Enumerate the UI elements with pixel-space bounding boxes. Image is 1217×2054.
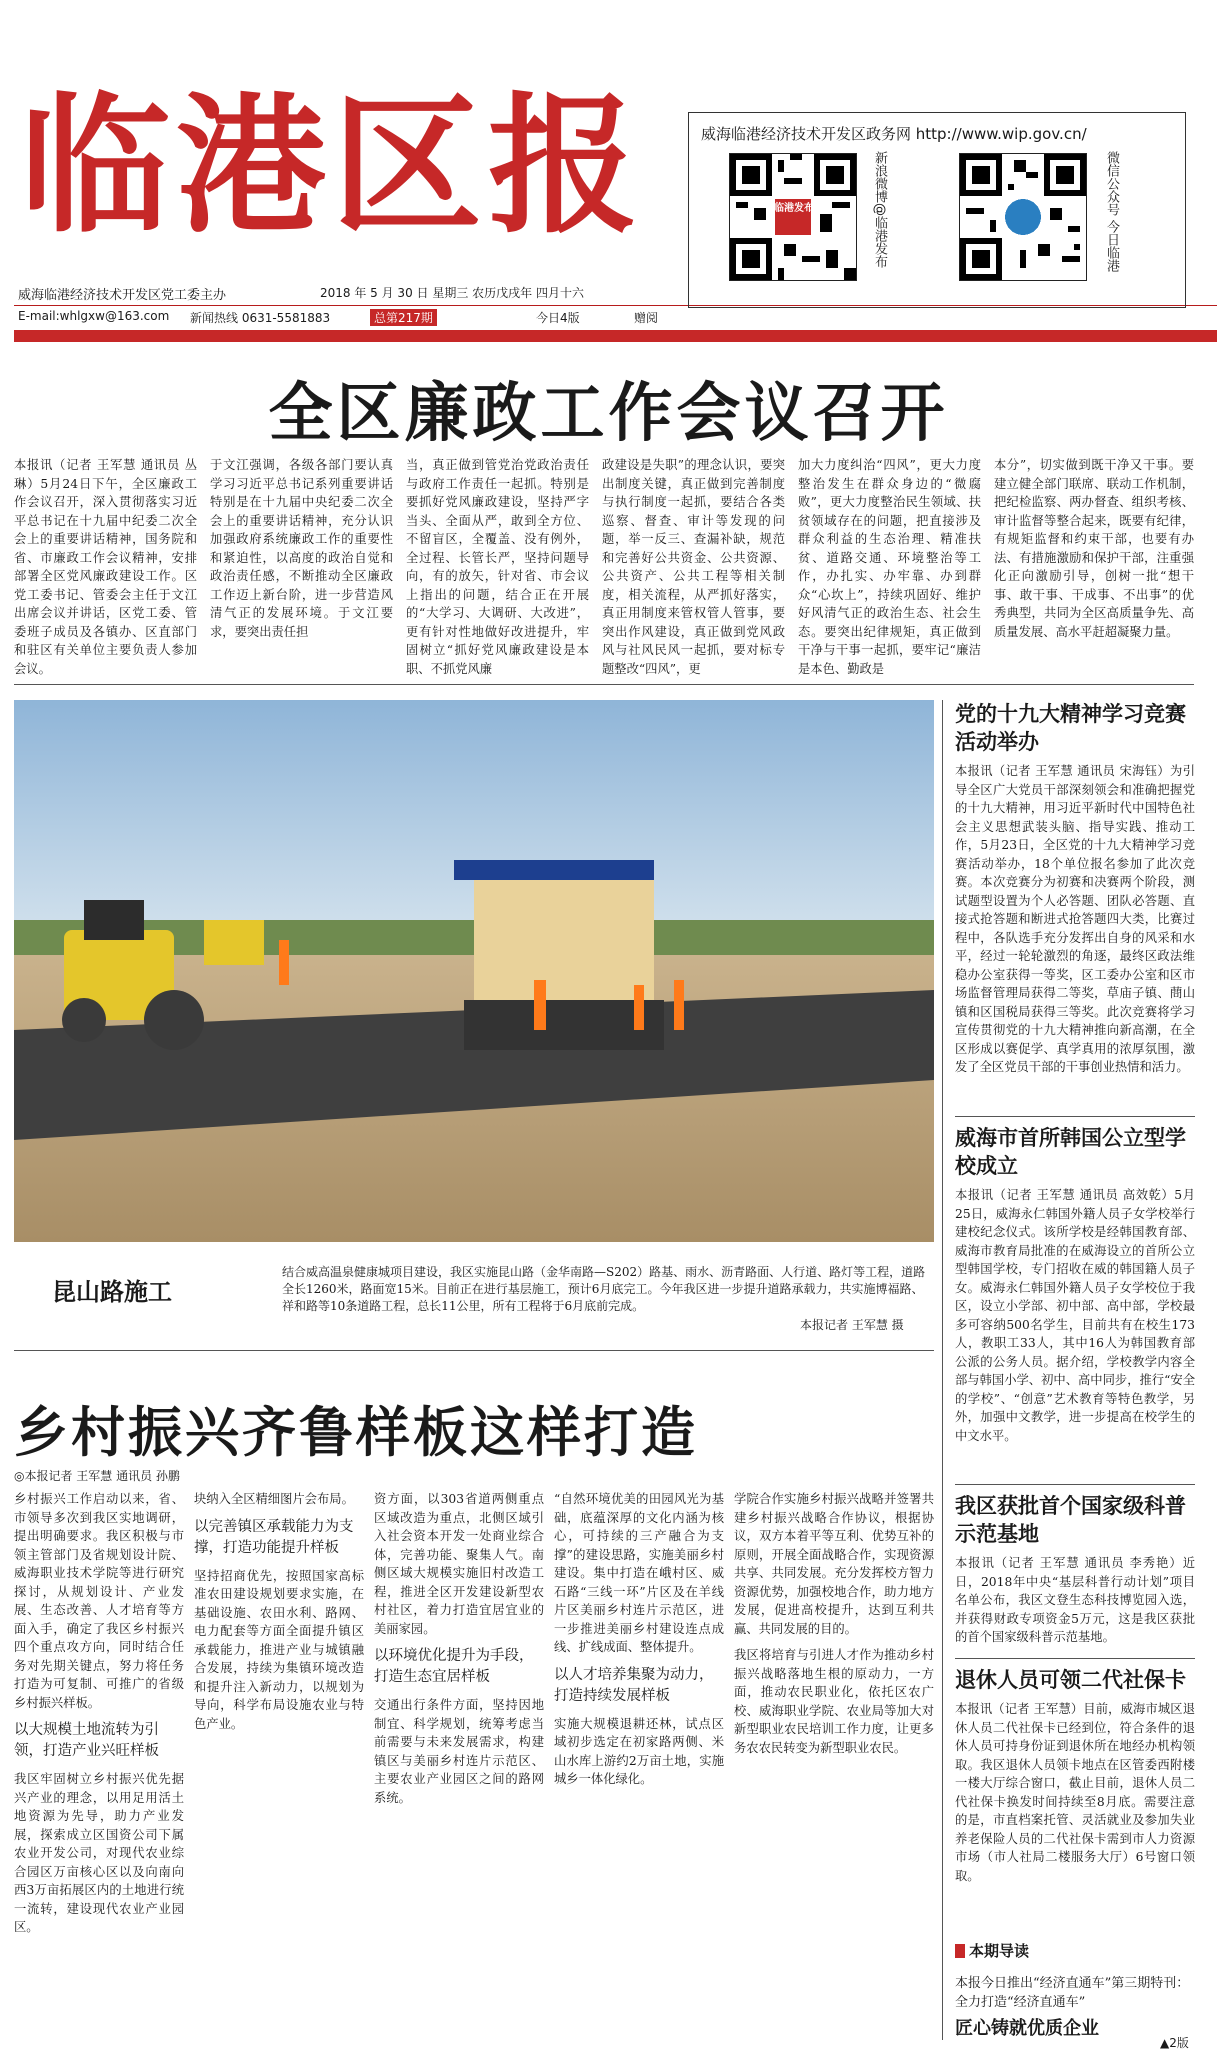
- col-subhead: 以大规模土地流转为引领，打造产业兴旺样板: [14, 1722, 159, 1759]
- masthead-title: [20, 78, 670, 254]
- page-jump[interactable]: ▲2版: [1160, 2036, 1189, 2050]
- qr-icon: [730, 154, 856, 280]
- guide-title[interactable]: 匠心铸就优质企业: [955, 2018, 1099, 2039]
- hotline-text: 新闻热线 0631-5581883: [190, 311, 331, 325]
- sidebar-body: 本报讯（记者 王军慧 通讯员 李秀艳）近日，2018年中央“基层科普行动计划”项目名单公布，我区文登生态科技博览园入选，并获得财政专项资金5万元，这是我区获批的首个国家级科普示范基地。: [955, 1556, 1195, 1644]
- qr-icon: [960, 154, 1086, 280]
- column-rule: [942, 700, 943, 2040]
- col-subhead: 以人才培养集聚为动力，打造持续发展样板: [554, 1666, 714, 1704]
- sidebar-divider: [955, 1116, 1195, 1117]
- masthead-calligraphy-logo: [20, 78, 670, 254]
- article1-col-5: 加大力度纠治“四风”，更大力度整治发生在群众身边的“微腐败”，更大力度整治民生领域、扶贫领域存在的问题，把直接涉及群众利益的生态治理、精准扶贫、道路交通、环境整治等工作，办扎实、办牢靠、办到群众“心坎上”，持续巩固好、维护好风清气正的政治生态、社会生态。要突出纪律规矩，真正做到干净与干事一起抓，要牢记“廉洁是本色、勤政是: [798, 458, 981, 676]
- qr-center-label: 临港发布: [774, 203, 814, 214]
- info-bar: [14, 305, 1217, 325]
- wechat-label: 微信公众号 今日临港: [1104, 151, 1119, 273]
- col-subhead: 以完善镇区承载能力为支撑，打造功能提升样板: [194, 1518, 354, 1556]
- svg-text:临港区报: 临港区报: [20, 78, 645, 254]
- sidebar-body: 本报讯（记者 王军慧 通讯员 宋海钰）为引导全区广大党员干部深刻领会和准确把握党的十九大精神，用习近平新时代中国特色社会主义思想武装头脑、指导实践、推动工作，5月23日，全区党的十九大精神学习竞赛活动举办，18个单位报名参加了此次竞赛。本次竞赛分为初赛和决赛两个阶段，测试题型设置为个人必答题、团队必答题、直接式抢答题和断进式抢答题四大类，比赛过程中，各队选手充分发挥出自身的风采和水平，经过一轮轮激烈的角逐，最终区政法维稳办公室获得一等奖，区工委办公室和区市场监督管理局获得二等奖，草庙子镇、蔄山镇和区国税局获得三等奖。此次竞赛将学习宣传贯彻党的十九大精神推向新高潮，在全区形成以赛促学、真学真用的浓厚氛围，激发了全区党员干部的干事创业热情和活力。: [955, 764, 1195, 1074]
- col-body: 我区牢固树立乡村振兴优先据兴产业的理念，以用足用活土地资源为先导，助力产业发展，探索成立区国资公司下属农业开发公司，对现代农业综合园区万亩核心区以及向南向西3万亩拓展区内的土地进行统一流转，建设现代农业产业园区。: [14, 1772, 184, 1934]
- photo-caption-text: 结合威高温泉健康城项目建设，我区实施昆山路（金华南路—S202）路基、雨水、沥青路面、人行道、路灯等工程，道路全长1260米，路面宽15米。目前正在进行基层施工，预计6月底完工。今年我区进一步提升道路承载力，共实施博福路、祥和路等10条道路工程，总长11公里，所有工程将于6月底前完成。: [282, 1265, 926, 1313]
- article1-col-1: 本报讯（记者 王军慧 通讯员 丛琳）5月24日下午，全区廉政工作会议召开，深入贯彻落实习近平总书记在十九届中纪委二次全会上的重要讲话精神，国务院和省、市廉政工作会议精神，安排部署全区党风廉政建设工作。区党工委书记、管委会主任于文江出席会议并讲话，区党工委、管委班子成员及各镇办、区直部门和驻区有关单位主要负责人参加会议。: [14, 458, 197, 676]
- publisher-line: 威海临港经济技术开发区党工委主办: [18, 288, 227, 303]
- sidebar-item-4: [955, 1666, 1195, 1928]
- sidebar-title: 我区获批首个国家级科普示范基地: [955, 1493, 1186, 1546]
- article1-col-2: 于文江强调，各级各部门要认真学习习近平总书记系列重要讲话特别是在十九届中央纪委二次全会上的重要讲话精神，充分认识加强政府系统廉政工作的重要性和紧迫性，以高度的政治自觉和政治责任感，不断推动全区廉政工作迈上新台阶，进一步营造风清气正的发展环境。于文江要求，要突出责任担: [210, 458, 393, 639]
- section-divider: [14, 684, 1194, 685]
- date-line: 2018 年 5 月 30 日 星期三 农历戊戌年 四月十六: [320, 286, 584, 300]
- article2-col-1: [14, 1490, 184, 2042]
- col-lead: 资方面，以303省道两侧重点区域改造为重点，北侧区域引入社会资本开发一处商业综合体，完善功能、聚集人气。南侧区域大规模实施旧村改造工程，推进全区开发建设新型农村社区，着力打造宜居宜业的美丽家园。: [374, 1492, 544, 1636]
- article1-col-4: 政建设是失职”的理念认识，要突出制度关键，真正做到完善制度与执行制度一起抓，要结合各类巡察、督查、审计等发现的问题，举一反三、查漏补缺，规范和完善好公共资金、公共资源、公共资产、公共工程等相关制度，相关流程，从严抓好落实，真正用制度来管权管人管事，要突出作风建设，真正做到党风政风与社风民风一起抓，要对标专题整改“四风”，更: [602, 458, 785, 676]
- guide-label: 本期导读: [969, 1942, 1030, 1960]
- col-body: 实施大规模退耕还林，试点区域初步选定在初家路两侧、米山水库上游约2万亩土地，实施城乡一体化绿化。: [554, 1716, 724, 1786]
- col-lead: 乡村振兴工作启动以来，省、市领导多次到我区实地调研，提出明确要求。我区积极与市领主管部门及省规划设计院、威海职业技术学院等进行研究探讨，从规划设计、产业发展、生态改善、人才培育等方面入手，确定了我区乡村振兴四个重点攻方向，同时结合任务对先期关键点，努力将任务打造为可复制、可推广的省级乡村振兴样板。: [14, 1492, 184, 1710]
- col-subhead: 以环境优化提升为手段，打造生态宜居样板: [374, 1648, 534, 1685]
- sidebar-title: 党的十九大精神学习竞赛活动举办: [955, 701, 1186, 754]
- construction-photo: [14, 700, 934, 1242]
- col-lead: “自然环境优美的田园风光为基础，底蕴深厚的文化内涵为核心，可持续的三产融合为支撑”的建设思路，实施美丽乡村建设。集中打造在峨村区、威石路“三线一环”片区及在羊线片区美丽乡村连片示范区，进一步推进美丽乡村建设连点成线、扩线成面、整体提升。: [554, 1492, 724, 1654]
- col-lead: 块纳入全区精细图片会布局。: [194, 1492, 354, 1506]
- byline: ◎本报记者 王军慧 通讯员 孙鹏: [14, 1469, 180, 1483]
- col-lead: 学院合作实施乡村振兴战略并签署共建乡村振兴战略合作协议，根据协议，双方本着平等互利、优势互补的原则，开展全面战略合作，实现资源共享、共同发展。充分发挥校方智力资源优势，加强校地合作，助力地方发展，促进高校提升，达到互利共赢、共同发展的目的。: [734, 1492, 934, 1636]
- article1-col-6: 本分”，切实做到既干净又干事。要建立健全部门联席、联动工作机制，把纪检监察、两办督查、组织考核、审计监督等整合起来，既要有纪律，有规矩监督和约束干部，也要有办法、有措施激励和保护干部，注重强化正向激励引导，创树一批“想干事、敢干事、干成事、不出事”的优秀典型，共同为全区高质量争先、高质量发展、高水平赶超凝聚力量。: [994, 458, 1194, 639]
- wechat-qr-code[interactable]: [959, 153, 1087, 281]
- sidebar-divider: [955, 1658, 1195, 1659]
- headline-1: 全区廉政工作会议召开: [268, 376, 949, 451]
- photo-caption-title: 昆山路施工: [52, 1277, 172, 1306]
- masthead-divider: [14, 330, 1217, 342]
- sidebar-body: 本报讯（记者 王军慧 通讯员 高效乾）5月25日，威海永仁韩国外籍人员子女学校举行建校纪念仪式。该所学校是经韩国教育部、威海市教育局批准的在威海设立的首所公立型韩国学校，专门招收在威的韩国籍人员子女。威海永仁韩国外籍人员子女学校位于我区，设立小学部、初中部、高中部，学校最多可容纳500名学生，目前共有在校生173人，教职工33人，其中16人为韩国教育部公派的公务人员。据介绍，学校教学内容全部与韩国小学、初中、高中同步，推行“安全的学校”、“创意”艺术教育等特色教学，另外，加强中文教学，进一步提高在校学生的中文水平。: [955, 1188, 1195, 1443]
- article2-col-3: [374, 1490, 544, 2042]
- pages-count: 今日4版: [536, 311, 580, 325]
- sidebar-item-1: [955, 700, 1195, 1102]
- guide-lead: 本报今日推出“经济直通车”第三期特刊：全力打造“经济直通车”: [955, 1976, 1190, 2010]
- sidebar-divider: [955, 1484, 1195, 1485]
- guide-marker: [955, 1944, 965, 1958]
- issue-number: 总第217期: [370, 309, 437, 326]
- gov-site-text: 威海临港经济技术开发区政务网 http://www.wip.gov.cn/: [701, 125, 1087, 143]
- sidebar-item-3: [955, 1492, 1195, 1664]
- distribution-text: 赠阅: [634, 311, 659, 325]
- guide-header: [955, 1940, 1029, 1961]
- sidebar-title: 威海市首所韩国公立型学校成立: [955, 1125, 1186, 1178]
- col-body: 交通出行条件方面，坚持因地制宜、科学规划，统筹考虑当前需要与未来发展需求，构建镇区与美丽乡村连片示范区、主要农业产业园区之间的路网系统。: [374, 1698, 544, 1805]
- headline-2: 乡村振兴齐鲁样板这样打造: [14, 1400, 698, 1464]
- sidebar-item-2: [955, 1124, 1195, 1486]
- article2-col-2: [194, 1490, 364, 2042]
- email-text: E-mail:whlgxw@163.com: [18, 309, 170, 323]
- article2-col-5: [734, 1490, 934, 2042]
- photo-credit: 本报记者 王军慧 摄: [800, 1318, 904, 1332]
- weibo-qr-code[interactable]: [729, 153, 857, 281]
- article2-col-4: [554, 1490, 724, 2042]
- gov-info-box: [688, 112, 1186, 308]
- col-body: 我区将培育与引进人才作为推动乡村振兴战略落地生根的原动力，一方面，推动农民职业化，依托区农广校、威海职业学院、农业局等加大对新型职业农民培训工作力度，让更多务农农民转变为新型职业农民。: [734, 1648, 934, 1755]
- sidebar-body: 本报讯（记者 王军慧）目前，威海市城区退休人员二代社保卡已经到位，符合条件的退休人员可持身份证到退休所在地经办机构领取。我区退休人员领卡地点在区管委西附楼一楼大厅综合窗口，截止目前，退休人员二代社保卡换发时间持续至8月底。需要注意的是，市直档案托管、灵活就业及参加失业养老保险人员的二代社保卡需到市人力资源市场（市人社局二楼服务大厅）6号窗口领取。: [955, 1702, 1195, 1883]
- col-body: 坚持招商优先，按照国家高标准农田建设规划要求实施，在基础设施、农田水利、路网、电力配套等方面全面提升镇区承载能力，推进产业与城镇融合发展，持续为集镇环境改造和提升注入新动力，以规划为导向，科学布局设施农业与特色产业。: [194, 1568, 364, 1731]
- article1-col-3: 当，真正做到管党治党政治责任与政府工作责任一起抓。特别是要抓好党风廉政建设，坚持严字当头、全面从严，敢到全方位、不留盲区，全覆盖、没有例外，全过程、长管长严，坚持问题导向，有的放矢，针对省、市会议上指出的问题，结合正在开展的“大学习、大调研、大改进”，更有针对性地做好改进提升，牢固树立“抓好党风廉政建设是本职、不抓党风廉: [406, 458, 589, 676]
- section-divider: [14, 1350, 934, 1351]
- weibo-label: 新浪微博@临港发布: [872, 151, 887, 268]
- sidebar-title: 退休人员可领二代社保卡: [955, 1667, 1186, 1692]
- road-construction-image: [14, 700, 934, 1242]
